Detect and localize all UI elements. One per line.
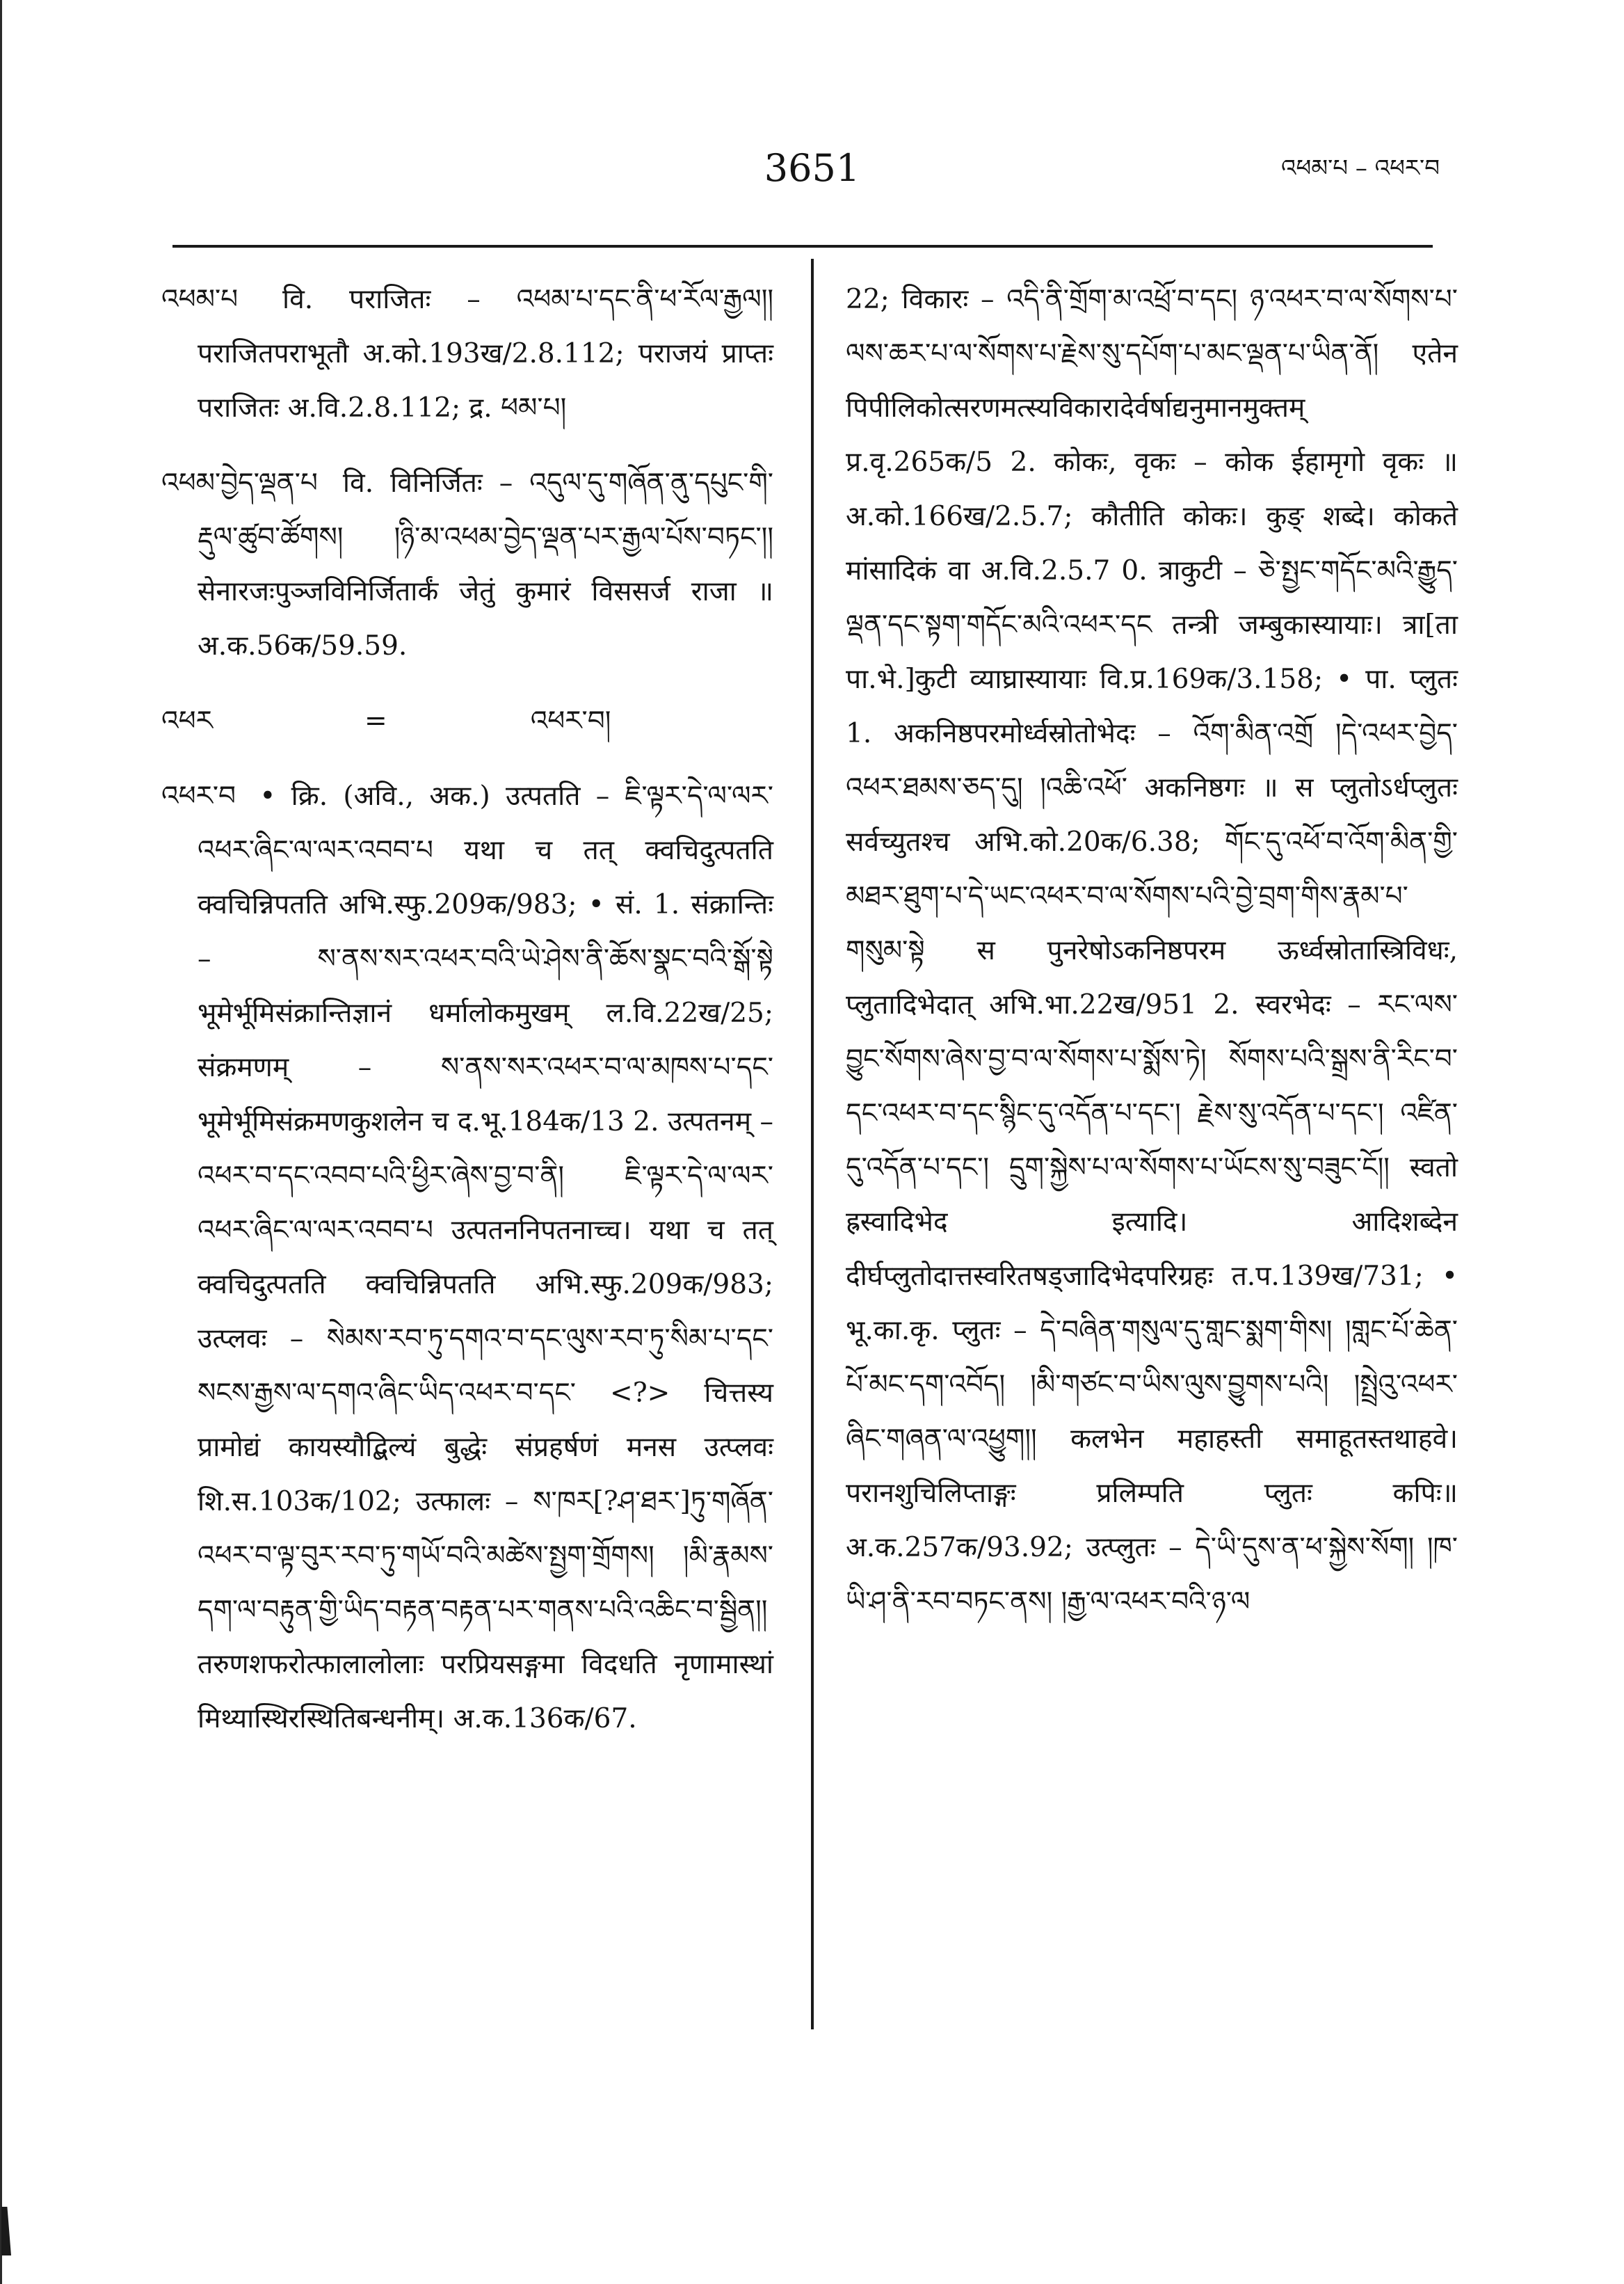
- dictionary-entry: [161, 456, 773, 673]
- scan-bottom-mark: [1, 2207, 11, 2255]
- scan-edge-shadow: [0, 0, 7, 2284]
- cross-reference-target: འཕར་བ།: [530, 705, 611, 737]
- dictionary-entry: [161, 769, 773, 1746]
- left-column: [161, 273, 773, 1767]
- entry-body: वि. पराजितः – འཕམ་པ་དང་ནི་ཕ་རོལ་རྒྱལ།། पराजितपराभूतौ अ.को.193ख/2.8.112; पराजयं प्राप्तः पराजितः अ.वि.2.8.112; द्र. ཕམ་པ།: [198, 284, 774, 424]
- entry-headword: འཕར: [161, 705, 213, 737]
- equals-sign: =: [364, 705, 387, 737]
- running-head: འཕམ་པ – འཕར་བ: [1281, 154, 1440, 182]
- dictionary-entry: [161, 273, 773, 436]
- entry-continuation: 22; विकारः – འདི་ནི་གྲོག་མ་འཕྲོ་བ་དང། ཉ་འཕར་བ་ལ་སོགས་པ་ལས་ཆར་པ་ལ་སོགས་པ་རྗེས་སུ་དཔོག་པ་མང་ལྡན་པ་ཡིན་ནོ། एतेन पिपीलिकोत्सरणमत्स्यविकारादेर्वर्षाद्यनुमानमुक्तम् प्र.वृ.265क/5 2. कोकः, वृकः – कोक ईहामृगो वृकः ॥ अ.को.166ख/2.5.7; कौतीति कोकः। कुङ् शब्दे। कोकते मांसादिकं वा अ.वि.2.5.7 0. त्राकुटी – ཅེ་སྤྱང་གདོང་མའི་རྒྱུད་ལྡན་དང་སྟག་གདོང་མའི་འཕར་དང तन्त्री जम्बुकास्यायाः। त्रा[ता पा.भे.]कुटी व्याघ्रास्यायाः वि.प्र.169क/3.158; • पा. प्लुतः 1. अकनिष्ठपरमोर्ध्वस्रोतोभेदः – འོག་མིན་འགྲོ །དེ་འཕར་བྱེད་འཕར་ཐམས་ཅད་དུ། །འཆི་འཕོ་ अकनिष्ठगः ॥ स प्लुतोऽर्धप्लुतः सर्वच्युतश्च अभि.को.20क/6.38; གོང་དུ་འཕོ་བ་འོག་མིན་གྱི་མཐར་ཐུག་པ་དེ་ཡང་འཕར་བ་ལ་སོགས་པའི་བྱེ་བྲག་གིས་རྣམ་པ་གསུམ་སྟེ स पुनरेषोऽकनिष्ठपरम ऊर्ध्वस्रोतास्त्रिविधः, प्लुतादिभेदात् अभि.भा.22ख/951 2. स्वरभेदः – རང་ལས་བྱུང་སོགས་ཞེས་བྱ་བ་ལ་སོགས་པ་སྨོས་ཏེ། སོགས་པའི་སྒྲས་ནི་རིང་བ་དང་འཕར་བ་དང་སྙིང་དུ་འདོན་པ་དང་། རྗེས་སུ་འདོན་པ་དང་། འཛིན་དུ་འདོན་པ་དང་། དྲུག་སྐྱེས་པ་ལ་སོགས་པ་ཡོངས་སུ་བཟུང་ངོ།། स्वतो ह्रस्वादिभेद इत्यादि। आदिशब्देन दीर्घप्लुतोदात्तस्वरितषड्जादिभेदपरिग्रहः त.प.139ख/731; • भू.का.कृ. प्लुतः – དེ་བཞིན་གསུལ་དུ་གླང་སྨག་གིས། །གླང་པོ་ཆེན་པོ་མང་དག་འབོད། །མི་གཙང་བ་ཡིས་ལུས་བྱུགས་པའི། །སྤྲེའུ་འཕར་ཞིང་གཞན་ལ་འཕྱུག།། कलभेन महाहस्ती समाहूतस्तथाहवे। परानशुचिलिप्ताङ्गः प्रलिम्पति प्लुतः कपिः॥ अ.क.257क/93.92; उत्प्लुतः – དེ་ཡི་དུས་ན་ཕ་སྐྱེས་སོག། །ཁ་ཡི་ཤ་ནི་རབ་བཏང་ནས། །རྒྱ་ལ་འཕར་བའི་ཉ་ལ: [846, 284, 1458, 1618]
- right-column: [846, 273, 1458, 1650]
- column-divider: [811, 259, 814, 2029]
- entry-headword: འཕམ་པ: [161, 284, 239, 315]
- page-number: 3651: [764, 146, 860, 190]
- entry-headword: འཕམ་བྱེད་ལྡན་པ: [161, 468, 318, 499]
- entry-headword: འཕར་བ: [161, 781, 236, 812]
- entry-body: वि. विनिर्जितः – འདུལ་དུ་གཞོན་ནུ་དཔུང་གི་རྡུལ་ཚུབ་ཚོགས། །ཉི་མ་འཕམ་བྱེད་ལྡན་པར་རྒྱལ་པོས་བཏང་།། सेनारजःपुञ्जविनिर्जितार्कं जेतुं कुमारं विससर्ज राजा ॥ अ.क.56क/59.59.: [198, 468, 773, 662]
- entry-body: • क्रि. (अवि., अक.) उत्पतति – ཇི་ལྟར་དེ་ལ་ལར་འཕར་ཞིང་ལ་ལར་འབབ་པ यथा च तत् क्वचिदुत्पतति क्वचिन्निपतति अभि.स्फु.209क/983; • सं. 1. संक्रान्तिः – ས་ནས་སར་འཕར་བའི་ཡེ་ཤེས་ནི་ཆོས་སྣང་བའི་སྒོ་སྟེ भूमेर्भूमिसंक्रान्तिज्ञानं धर्मालोकमुखम् ल.वि.22ख/25; संक्रमणम् – ས་ནས་སར་འཕར་བ་ལ་མཁས་པ་དང་ भूमेर्भूमिसंक्रमणकुशलेन च द.भू.184क/13 2. उत्पतनम् – འཕར་བ་དང་འབབ་པའི་ཕྱིར་ཞེས་བྱ་བ་ནི། ཇི་ལྟར་དེ་ལ་ལར་འཕར་ཞིང་ལ་ལར་འབབ་པ उत्पतननिपतनाच्च। यथा च तत् क्वचिदुत्पतति क्वचिन्निपतति अभि.स्फु.209क/983; उत्प्लवः – སེམས་རབ་ཏུ་དགའ་བ་དང་ལུས་རབ་ཏུ་སིམ་པ་དང་སངས་རྒྱས་ལ་དགའ་ཞིང་ཡིད་འཕར་བ་དང་ <?> चित्तस्य प्रामोद्यं कायस्यौद्बिल्यं बुद्धेः संप्रहर्षणं मनस उत्प्लवः शि.स.103क/102; उत्फालः – ས་ཁར[?ཤ་ཐར་]ཏུ་གཞོན་འཕར་བ་ལྟ་བུར་རབ་ཏུ་གཡོ་བའི་མཚེས་སྤྱག་གྲོགས། །མི་རྣམས་དག་ལ་བརྟུན་གྱི་ཡིད་བརྟན་བརྟན་པར་གནས་པའི་འཆིང་བ་སྦྱིན།། तरुणशफरोत्फालालोलाः परप्रियसङ्गमा विदधति नृणामास्थां मिथ्यास्थिरस्थितिबन्धनीम्। अ.क.136क/67.: [198, 781, 773, 1734]
- cross-reference-entry: [161, 694, 773, 749]
- header-rule: [172, 245, 1433, 248]
